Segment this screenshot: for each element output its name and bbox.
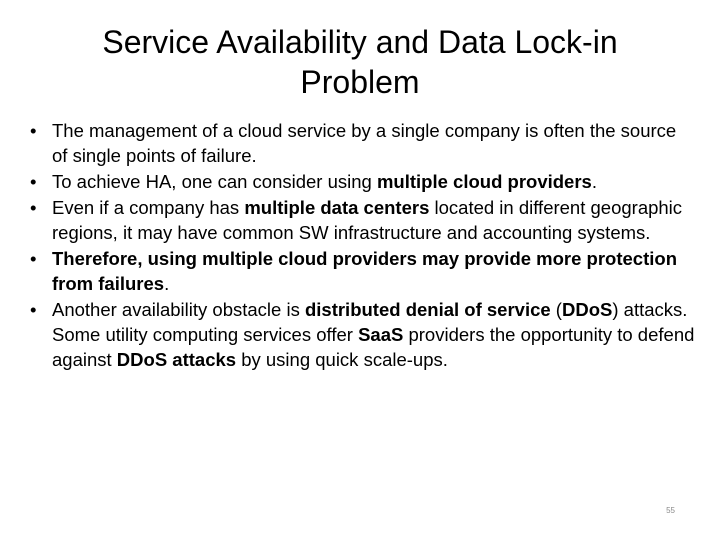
text-run: To achieve HA, one can consider using	[52, 171, 377, 192]
bullet-icon: •	[30, 299, 37, 320]
bold-text-run: multiple cloud providers	[376, 171, 592, 192]
text-run: The management of a cloud service by a single company is often the source of single points of failure.	[52, 120, 677, 166]
text-run: Even if a company has	[52, 197, 245, 218]
text-run: ) attacks. Some utility computing services offer	[52, 299, 688, 345]
bullet-item	[30, 297, 695, 372]
text-run: .	[591, 171, 597, 192]
bullet-item	[30, 118, 695, 168]
page-number: 55	[666, 506, 675, 515]
bullet-item	[30, 195, 695, 245]
bullet-text	[52, 197, 682, 243]
bold-text-run: Therefore, using multiple cloud providers may provide more protection from failures	[52, 248, 677, 294]
text-run: (	[550, 299, 562, 320]
bullet-text	[52, 299, 694, 370]
text-run: by using quick scale-ups.	[236, 349, 448, 370]
bullet-text	[52, 120, 676, 166]
text-run: Another availability obstacle is	[52, 299, 305, 320]
bold-text-run: DDoS	[561, 299, 613, 320]
bullet-text	[52, 248, 677, 294]
text-run: located in different geographic regions, it may have common SW infrastructure and accounting systems.	[52, 197, 683, 243]
bullet-icon: •	[30, 171, 37, 192]
bullet-icon: •	[30, 197, 37, 218]
bullet-item	[30, 246, 695, 296]
text-run: providers the opportunity to defend against	[52, 324, 695, 370]
bullet-icon: •	[30, 248, 37, 269]
bullet-text	[52, 171, 597, 192]
bold-text-run: DDoS attacks	[116, 349, 237, 370]
bold-text-run: SaaS	[358, 324, 404, 345]
bold-text-run: multiple data centers	[244, 197, 430, 218]
bold-text-run: distributed denial of service	[304, 299, 551, 320]
slide-title: Service Availability and Data Lock-in Problem	[102, 24, 618, 100]
text-run: .	[164, 273, 170, 294]
bullet-item	[30, 169, 695, 194]
bullet-icon: •	[30, 120, 37, 141]
bullet-list	[30, 118, 695, 373]
